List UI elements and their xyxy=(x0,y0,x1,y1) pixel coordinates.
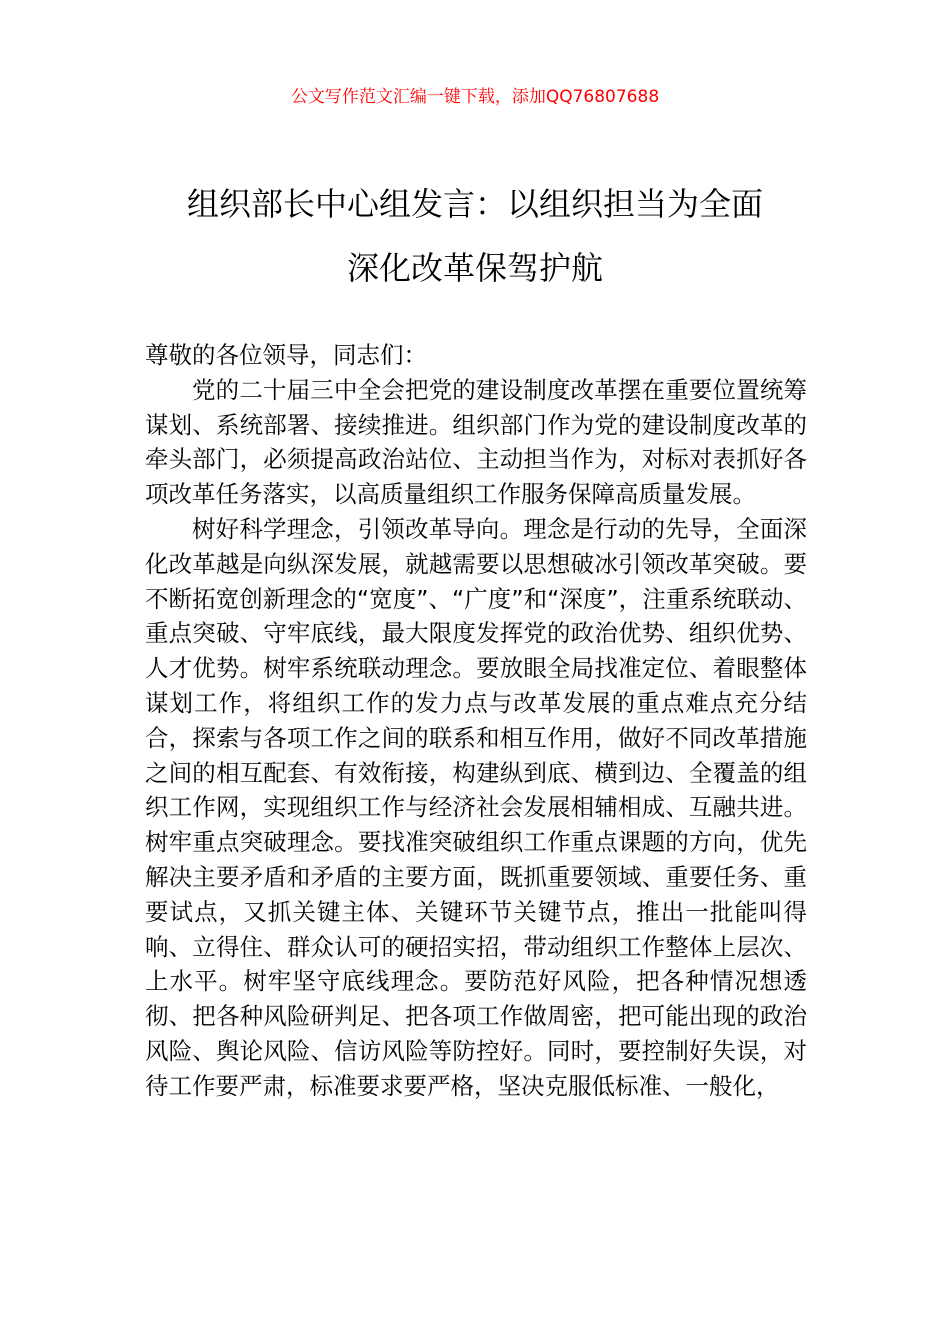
title-line-1: 组织部长中心组发言：以组织担当为全面 xyxy=(186,185,763,223)
download-notice: 公文写作范文汇编一键下载，添加QQ76807688 xyxy=(290,87,660,107)
document-body xyxy=(145,338,807,1104)
title-line-2: 深化改革保驾护航 xyxy=(346,249,603,287)
document-title xyxy=(120,172,830,300)
salutation: 尊敬的各位领导，同志们： xyxy=(145,341,427,369)
paragraph-intro: 党的二十届三中全会把党的建设制度改革摆在重要位置统筹谋划、系统部署、接续推进。组织部门作为党的建设制度改革的牵头部门，必须提高政治站位、主动担当作为，对标对表抓好各项改革任务落实，以高质量组织工作服务保障高质量发展。 xyxy=(145,375,807,509)
paragraph-concept: 树好科学理念，引领改革导向。理念是行动的先导，全面深化改革越是向纵深发展，就越需要以思想破冰引领改革突破。要不断拓宽创新理念的“宽度”、“广度”和“深度”，注重系统联动、重点突破、守牢底线，最大限度发挥党的政治优势、组织优势、人才优势。树牢系统联动理念。要放眼全局找准定位、着眼整体谋划工作，将组织工作的发力点与改革发展的重点难点充分结合，探索与各项工作之间的联系和相互作用，做好不同改革措施之间的相互配套、有效衔接，构建纵到底、横到边、全覆盖的组织工作网，实现组织工作与经济社会发展相辅相成、互融共进。树牢重点突破理念。要找准突破组织工作重点课题的方向，优先解决主要矛盾和矛盾的主要方面，既抓重要领域、重要任务、重要试点，又抓关键主体、关键环节关键节点，推出一批能叫得响、立得住、群众认可的硬招实招，带动组织工作整体上层次、上水平。树牢坚守底线理念。要防范好风险，把各种情况想透彻、把各种风险研判足、把各项工作做周密，把可能出现的政治风险、舆论风险、信访风险等防控好。同时，要控制好失误，对待工作要严肃，标准要求要严格，坚决克服低标准、一般化， xyxy=(145,514,807,1100)
